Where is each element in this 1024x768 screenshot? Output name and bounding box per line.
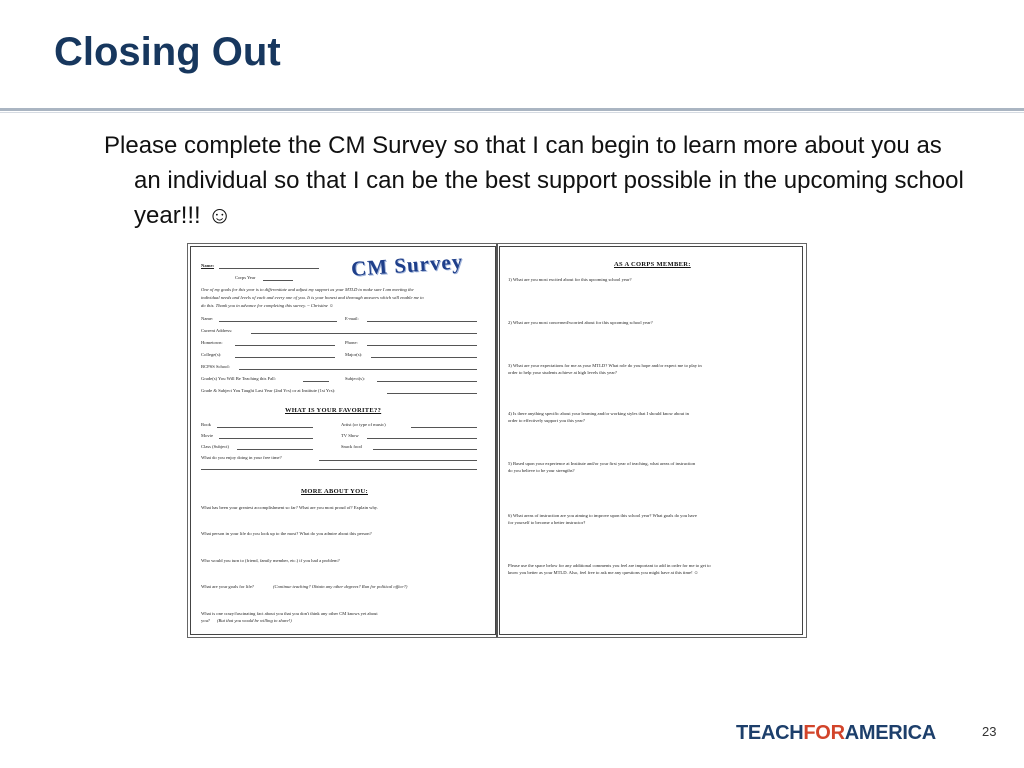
cm-question-4: 4) Is there anything specific about your learning and/or working styles that I should know about in	[508, 411, 689, 416]
field-grades: Grade(s) You Will Be Teaching this Fall:	[201, 376, 276, 381]
field-line	[373, 449, 477, 450]
field-line	[239, 369, 477, 370]
survey-document-image	[187, 243, 807, 638]
title-divider-shadow	[0, 112, 1024, 113]
cm-question-3: 3) What are your expectations for me as your MTLD? What role do you hope and/or expect me to play in	[508, 363, 702, 368]
field-line	[371, 357, 477, 358]
field-line	[367, 345, 477, 346]
survey-page-right	[499, 246, 803, 635]
survey-corps-year: Corps Year	[235, 275, 256, 280]
field-college: College(s):	[201, 352, 222, 357]
question-fact: What is one crazy/fascinating fact about you that you don't think any other CM knows yet about	[201, 611, 378, 616]
field-name: Name:	[201, 316, 214, 321]
favorites-heading: WHAT IS YOUR FAVORITE??	[285, 407, 382, 414]
field-line	[201, 469, 477, 470]
cm-question-1: 1) What are you most excited about for this upcoming school year?	[508, 277, 632, 282]
field-line	[235, 345, 335, 346]
question-role-model: What person in your life do you look up to the most? What do you admire about this person?	[201, 531, 372, 536]
logo-teach: TEACH	[736, 722, 804, 744]
field-email: E-mail:	[345, 316, 359, 321]
field-subjects: Subject(s):	[345, 376, 365, 381]
field-line	[303, 381, 329, 382]
field-line	[219, 438, 313, 439]
field-line	[217, 427, 313, 428]
field-school: BCPSS School:	[201, 364, 230, 369]
page-number: 23	[982, 724, 997, 739]
logo-america: AMERICA	[844, 722, 936, 744]
question-fact-note: (But that you would be willing to share!)	[217, 618, 292, 623]
cm-comments: Please use the space below for any additional comments you feel are important to add in order for me to get to	[508, 563, 711, 568]
survey-intro-2: individual needs and levels of each and every one of you. It is your honest and thorough answers which will enable me to	[201, 295, 424, 300]
question-accomplishment: What has been your greatest accomplishment so far? What are you most proud of? Explain why.	[201, 505, 378, 510]
cm-question-5: 5) Based upon your experience at Institute and/or your first year of teaching, what areas of instruction	[508, 461, 696, 466]
corps-member-heading: AS A CORPS MEMBER:	[614, 261, 691, 268]
logo-for: FOR	[803, 722, 845, 744]
corps-year-line	[263, 280, 293, 281]
cm-question-4b: order to effectively support you this year?	[508, 418, 585, 423]
field-line	[235, 357, 335, 358]
cm-survey-logo: CM Survey	[350, 249, 464, 281]
field-address: Current Address:	[201, 328, 233, 333]
fav-free-time: What do you enjoy doing in your free time?	[201, 455, 282, 460]
fav-class: Class (Subject)	[201, 444, 229, 449]
field-line	[237, 449, 313, 450]
fav-tv: TV Show	[341, 433, 359, 438]
page-gutter	[496, 244, 498, 637]
question-goals: What are your goals for life?	[201, 584, 254, 589]
survey-name-label: Name:	[201, 263, 215, 268]
field-line	[367, 438, 477, 439]
cm-question-6: 6) What areas of instruction are you aiming to improve upon this school year? What goals do you have	[508, 513, 697, 518]
survey-intro-1: One of my goals for this year is to differentiate and adjust my support as your MTLD to make sure I am meeting the	[201, 287, 414, 292]
field-major: Major(s):	[345, 352, 363, 357]
cm-comments-b: know you better as your MTLD. Also, feel free to ask me any questions you might have at this time! ☺	[508, 570, 699, 575]
field-line	[377, 381, 477, 382]
question-support: Who would you turn to (friend, family member, etc.) if you had a problem?	[201, 558, 340, 563]
cm-question-3b: order to help your students achieve at high levels this year?	[508, 370, 617, 375]
field-last-year: Grade & Subject You Taught Last Year (2nd Yrs) or at Institute (1st Yrs):	[201, 388, 336, 393]
title-divider	[0, 108, 1024, 111]
cm-question-2: 2) What are you most concerned/worried about for this upcoming school year?	[508, 320, 653, 325]
fav-artist: Artist (or type of music)	[341, 422, 386, 427]
field-line	[411, 427, 477, 428]
slide-title: Closing Out	[54, 30, 281, 74]
survey-page-left	[190, 246, 496, 635]
field-line	[219, 321, 337, 322]
cm-question-5b: do you believe to be your strengths?	[508, 468, 575, 473]
slide-body-text: Please complete the CM Survey so that I can begin to learn more about you as an individual so that I can be the best support possible in the upcoming school year!!! ☺	[104, 132, 964, 229]
more-about-heading: MORE ABOUT YOU:	[301, 488, 368, 495]
field-line	[387, 393, 477, 394]
name-line	[219, 268, 319, 269]
field-line	[367, 321, 477, 322]
field-line	[319, 460, 477, 461]
fav-snack: Snack food	[341, 444, 362, 449]
survey-intro-3: do this. Thank you in advance for completing this survey. ~ Christine ☺	[201, 303, 334, 308]
question-fact-2: you?	[201, 618, 210, 623]
field-phone: Phone:	[345, 340, 358, 345]
field-line	[251, 333, 477, 334]
cm-question-6b: for yourself to become a better instructor?	[508, 520, 586, 525]
question-goals-note: (Continue teaching? Obtain any other degrees? Run for political office?)	[273, 584, 408, 589]
teach-for-america-logo	[736, 722, 936, 745]
fav-movie: Movie	[201, 433, 213, 438]
field-hometown: Hometown:	[201, 340, 223, 345]
fav-book: Book	[201, 422, 211, 427]
